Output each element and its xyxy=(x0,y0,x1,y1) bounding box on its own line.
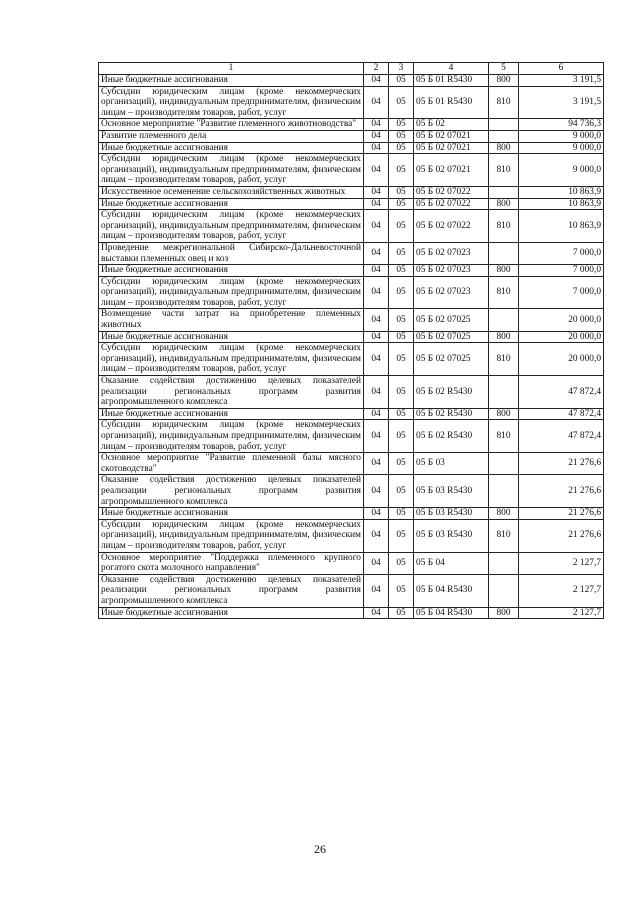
ministry-code-cell: 04 xyxy=(364,265,389,277)
ministry-code-cell: 04 xyxy=(364,331,389,343)
table-row xyxy=(99,242,604,264)
table-row xyxy=(99,210,604,243)
expense-type-cell: 800 xyxy=(489,142,519,154)
table-row xyxy=(99,75,604,87)
amount-cell: 9 000,0 xyxy=(519,142,604,154)
amount-cell: 3 191,5 xyxy=(519,75,604,87)
amount-cell: 7 000,0 xyxy=(519,242,604,264)
section-code-cell: 05 xyxy=(389,186,414,198)
expense-type-cell xyxy=(489,309,519,331)
amount-cell: 47 872,4 xyxy=(519,420,604,453)
section-code-cell: 05 xyxy=(389,119,414,131)
amount-cell: 9 000,0 xyxy=(519,130,604,142)
table-row xyxy=(99,331,604,343)
table-row xyxy=(99,119,604,131)
amount-cell: 20 000,0 xyxy=(519,343,604,376)
section-code-cell: 05 xyxy=(389,420,414,453)
section-code-cell: 05 xyxy=(389,552,414,574)
row-name-cell: Иные бюджетные ассигнования xyxy=(99,408,364,420)
table-row xyxy=(99,475,604,508)
row-name-cell: Возмещение части затрат на приобретение племенных животных xyxy=(99,309,364,331)
row-name-cell: Субсидии юридическим лицам (кроме некоммерческих организаций), индивидуальным предпринимателям, физическим лицам – производителям товаров, работ, услуг xyxy=(99,154,364,187)
table-row xyxy=(99,186,604,198)
ministry-code-cell: 04 xyxy=(364,276,389,309)
ministry-code-cell: 04 xyxy=(364,408,389,420)
amount-cell: 2 127,7 xyxy=(519,607,604,619)
section-code-cell: 05 xyxy=(389,408,414,420)
expense-type-cell: 800 xyxy=(489,408,519,420)
target-article-cell: 05 Б 02 07021 xyxy=(414,142,489,154)
section-code-cell: 05 xyxy=(389,210,414,243)
amount-cell: 3 191,5 xyxy=(519,86,604,119)
target-article-cell: 05 Б 02 07023 xyxy=(414,276,489,309)
ministry-code-cell: 04 xyxy=(364,142,389,154)
expense-type-cell: 810 xyxy=(489,420,519,453)
target-article-cell: 05 Б 02 07025 xyxy=(414,309,489,331)
ministry-code-cell: 04 xyxy=(364,242,389,264)
expense-type-cell xyxy=(489,119,519,131)
amount-cell: 20 000,0 xyxy=(519,331,604,343)
section-code-cell: 05 xyxy=(389,331,414,343)
row-name-cell: Иные бюджетные ассигнования xyxy=(99,75,364,87)
target-article-cell: 05 Б 01 R5430 xyxy=(414,86,489,119)
row-name-cell: Проведение межрегиональной Сибирско-Дальневосточной выставки племенных овец и коз xyxy=(99,242,364,264)
section-code-cell: 05 xyxy=(389,142,414,154)
target-article-cell: 05 Б 03 R5430 xyxy=(414,519,489,552)
table-row xyxy=(99,552,604,574)
expense-type-cell xyxy=(489,574,519,607)
amount-cell: 21 276,6 xyxy=(519,475,604,508)
section-code-cell: 05 xyxy=(389,86,414,119)
amount-cell: 21 276,6 xyxy=(519,508,604,520)
budget-table xyxy=(98,62,604,619)
ministry-code-cell: 04 xyxy=(364,607,389,619)
row-name-cell: Оказание содействия достижению целевых показателей реализации региональных программ развития агропромышленного комплекса xyxy=(99,574,364,607)
target-article-cell: 05 Б 02 07022 xyxy=(414,186,489,198)
ministry-code-cell: 04 xyxy=(364,119,389,131)
ministry-code-cell: 04 xyxy=(364,552,389,574)
row-name-cell: Оказание содействия достижению целевых показателей реализации региональных программ развития агропромышленного комплекса xyxy=(99,376,364,409)
ministry-code-cell: 04 xyxy=(364,453,389,475)
table-row xyxy=(99,607,604,619)
column-header: 2 xyxy=(364,63,389,75)
table-row xyxy=(99,86,604,119)
section-code-cell: 05 xyxy=(389,154,414,187)
target-article-cell: 05 Б 01 R5430 xyxy=(414,75,489,87)
expense-type-cell: 810 xyxy=(489,86,519,119)
table-row xyxy=(99,408,604,420)
column-header: 5 xyxy=(489,63,519,75)
section-code-cell: 05 xyxy=(389,276,414,309)
table-row xyxy=(99,198,604,210)
amount-cell: 2 127,7 xyxy=(519,552,604,574)
table-row xyxy=(99,265,604,277)
table-row xyxy=(99,519,604,552)
amount-cell: 47 872,4 xyxy=(519,376,604,409)
section-code-cell: 05 xyxy=(389,130,414,142)
ministry-code-cell: 04 xyxy=(364,154,389,187)
target-article-cell: 05 Б 02 07023 xyxy=(414,242,489,264)
section-code-cell: 05 xyxy=(389,309,414,331)
amount-cell: 9 000,0 xyxy=(519,154,604,187)
table-row xyxy=(99,574,604,607)
row-name-cell: Иные бюджетные ассигнования xyxy=(99,265,364,277)
row-name-cell: Иные бюджетные ассигнования xyxy=(99,142,364,154)
expense-type-cell: 800 xyxy=(489,198,519,210)
column-header: 3 xyxy=(389,63,414,75)
table-row xyxy=(99,508,604,520)
amount-cell: 47 872,4 xyxy=(519,408,604,420)
row-name-cell: Искусственное осеменение сельскохозяйственных животных xyxy=(99,186,364,198)
target-article-cell: 05 Б 02 R5430 xyxy=(414,420,489,453)
target-article-cell: 05 Б 02 07023 xyxy=(414,265,489,277)
amount-cell: 94 736,3 xyxy=(519,119,604,131)
row-name-cell: Иные бюджетные ассигнования xyxy=(99,331,364,343)
table-row xyxy=(99,154,604,187)
row-name-cell: Субсидии юридическим лицам (кроме некоммерческих организаций), индивидуальным предпринимателям, физическим лицам – производителям товаров, работ, услуг xyxy=(99,86,364,119)
expense-type-cell: 800 xyxy=(489,75,519,87)
expense-type-cell xyxy=(489,552,519,574)
target-article-cell: 05 Б 04 R5430 xyxy=(414,607,489,619)
expense-type-cell: 800 xyxy=(489,607,519,619)
amount-cell: 21 276,6 xyxy=(519,453,604,475)
section-code-cell: 05 xyxy=(389,607,414,619)
row-name-cell: Основное мероприятие "Развитие племенного животноводства" xyxy=(99,119,364,131)
table-row xyxy=(99,453,604,475)
target-article-cell: 05 Б 02 07025 xyxy=(414,331,489,343)
expense-type-cell xyxy=(489,186,519,198)
expense-type-cell xyxy=(489,453,519,475)
row-name-cell: Основное мероприятие "Поддержка племенного крупного рогатого скота молочного направления" xyxy=(99,552,364,574)
expense-type-cell xyxy=(489,242,519,264)
amount-cell: 20 000,0 xyxy=(519,309,604,331)
target-article-cell: 05 Б 03 R5430 xyxy=(414,508,489,520)
target-article-cell: 05 Б 02 07021 xyxy=(414,154,489,187)
target-article-cell: 05 Б 02 R5430 xyxy=(414,408,489,420)
ministry-code-cell: 04 xyxy=(364,75,389,87)
page-number: 26 xyxy=(314,842,326,856)
section-code-cell: 05 xyxy=(389,242,414,264)
section-code-cell: 05 xyxy=(389,574,414,607)
row-name-cell: Субсидии юридическим лицам (кроме некоммерческих организаций), индивидуальным предпринимателям, физическим лицам – производителям товаров, работ, услуг xyxy=(99,420,364,453)
amount-cell: 7 000,0 xyxy=(519,265,604,277)
row-name-cell: Оказание содействия достижению целевых показателей реализации региональных программ развития агропромышленного комплекса xyxy=(99,475,364,508)
target-article-cell: 05 Б 03 R5430 xyxy=(414,475,489,508)
table-row xyxy=(99,343,604,376)
table-body xyxy=(99,75,604,619)
ministry-code-cell: 04 xyxy=(364,574,389,607)
section-code-cell: 05 xyxy=(389,475,414,508)
section-code-cell: 05 xyxy=(389,508,414,520)
expense-type-cell: 800 xyxy=(489,508,519,520)
column-header: 4 xyxy=(414,63,489,75)
expense-type-cell: 810 xyxy=(489,343,519,376)
section-code-cell: 05 xyxy=(389,198,414,210)
ministry-code-cell: 04 xyxy=(364,519,389,552)
row-name-cell: Иные бюджетные ассигнования xyxy=(99,508,364,520)
row-name-cell: Иные бюджетные ассигнования xyxy=(99,198,364,210)
table-row xyxy=(99,420,604,453)
section-code-cell: 05 xyxy=(389,75,414,87)
table-row xyxy=(99,276,604,309)
ministry-code-cell: 04 xyxy=(364,186,389,198)
expense-type-cell: 810 xyxy=(489,276,519,309)
row-name-cell: Субсидии юридическим лицам (кроме некоммерческих организаций), индивидуальным предпринимателям, физическим лицам – производителям товаров, работ, услуг xyxy=(99,343,364,376)
target-article-cell: 05 Б 02 07022 xyxy=(414,210,489,243)
target-article-cell: 05 Б 02 R5430 xyxy=(414,376,489,409)
ministry-code-cell: 04 xyxy=(364,86,389,119)
expense-type-cell xyxy=(489,130,519,142)
expense-type-cell: 800 xyxy=(489,331,519,343)
amount-cell: 7 000,0 xyxy=(519,276,604,309)
table-header-row xyxy=(99,63,604,75)
ministry-code-cell: 04 xyxy=(364,210,389,243)
ministry-code-cell: 04 xyxy=(364,376,389,409)
target-article-cell: 05 Б 02 07021 xyxy=(414,130,489,142)
table-row xyxy=(99,130,604,142)
target-article-cell: 05 Б 03 xyxy=(414,453,489,475)
target-article-cell: 05 Б 04 xyxy=(414,552,489,574)
amount-cell: 2 127,7 xyxy=(519,574,604,607)
row-name-cell: Субсидии юридическим лицам (кроме некоммерческих организаций), индивидуальным предпринимателям, физическим лицам – производителям товаров, работ, услуг xyxy=(99,519,364,552)
expense-type-cell: 810 xyxy=(489,210,519,243)
amount-cell: 10 863,9 xyxy=(519,210,604,243)
expense-type-cell: 810 xyxy=(489,519,519,552)
target-article-cell: 05 Б 04 R5430 xyxy=(414,574,489,607)
expense-type-cell: 800 xyxy=(489,265,519,277)
column-header: 1 xyxy=(99,63,364,75)
ministry-code-cell: 04 xyxy=(364,343,389,376)
expense-type-cell xyxy=(489,376,519,409)
column-header: 6 xyxy=(519,63,604,75)
target-article-cell: 05 Б 02 07025 xyxy=(414,343,489,376)
row-name-cell: Субсидии юридическим лицам (кроме некоммерческих организаций), индивидуальным предпринимателям, физическим лицам – производителям товаров, работ, услуг xyxy=(99,210,364,243)
target-article-cell: 05 Б 02 xyxy=(414,119,489,131)
section-code-cell: 05 xyxy=(389,343,414,376)
row-name-cell: Субсидии юридическим лицам (кроме некоммерческих организаций), индивидуальным предпринимателям, физическим лицам – производителям товаров, работ, услуг xyxy=(99,276,364,309)
amount-cell: 10 863,9 xyxy=(519,198,604,210)
ministry-code-cell: 04 xyxy=(364,420,389,453)
table-row xyxy=(99,309,604,331)
amount-cell: 21 276,6 xyxy=(519,519,604,552)
expense-type-cell xyxy=(489,475,519,508)
row-name-cell: Основное мероприятие "Развитие племенной базы мясного скотоводства" xyxy=(99,453,364,475)
ministry-code-cell: 04 xyxy=(364,198,389,210)
expense-type-cell: 810 xyxy=(489,154,519,187)
table-row xyxy=(99,142,604,154)
ministry-code-cell: 04 xyxy=(364,130,389,142)
row-name-cell: Развитие племенного дела xyxy=(99,130,364,142)
section-code-cell: 05 xyxy=(389,519,414,552)
table-row xyxy=(99,376,604,409)
ministry-code-cell: 04 xyxy=(364,475,389,508)
section-code-cell: 05 xyxy=(389,453,414,475)
target-article-cell: 05 Б 02 07022 xyxy=(414,198,489,210)
amount-cell: 10 863,9 xyxy=(519,186,604,198)
ministry-code-cell: 04 xyxy=(364,309,389,331)
ministry-code-cell: 04 xyxy=(364,508,389,520)
section-code-cell: 05 xyxy=(389,265,414,277)
section-code-cell: 05 xyxy=(389,376,414,409)
row-name-cell: Иные бюджетные ассигнования xyxy=(99,607,364,619)
